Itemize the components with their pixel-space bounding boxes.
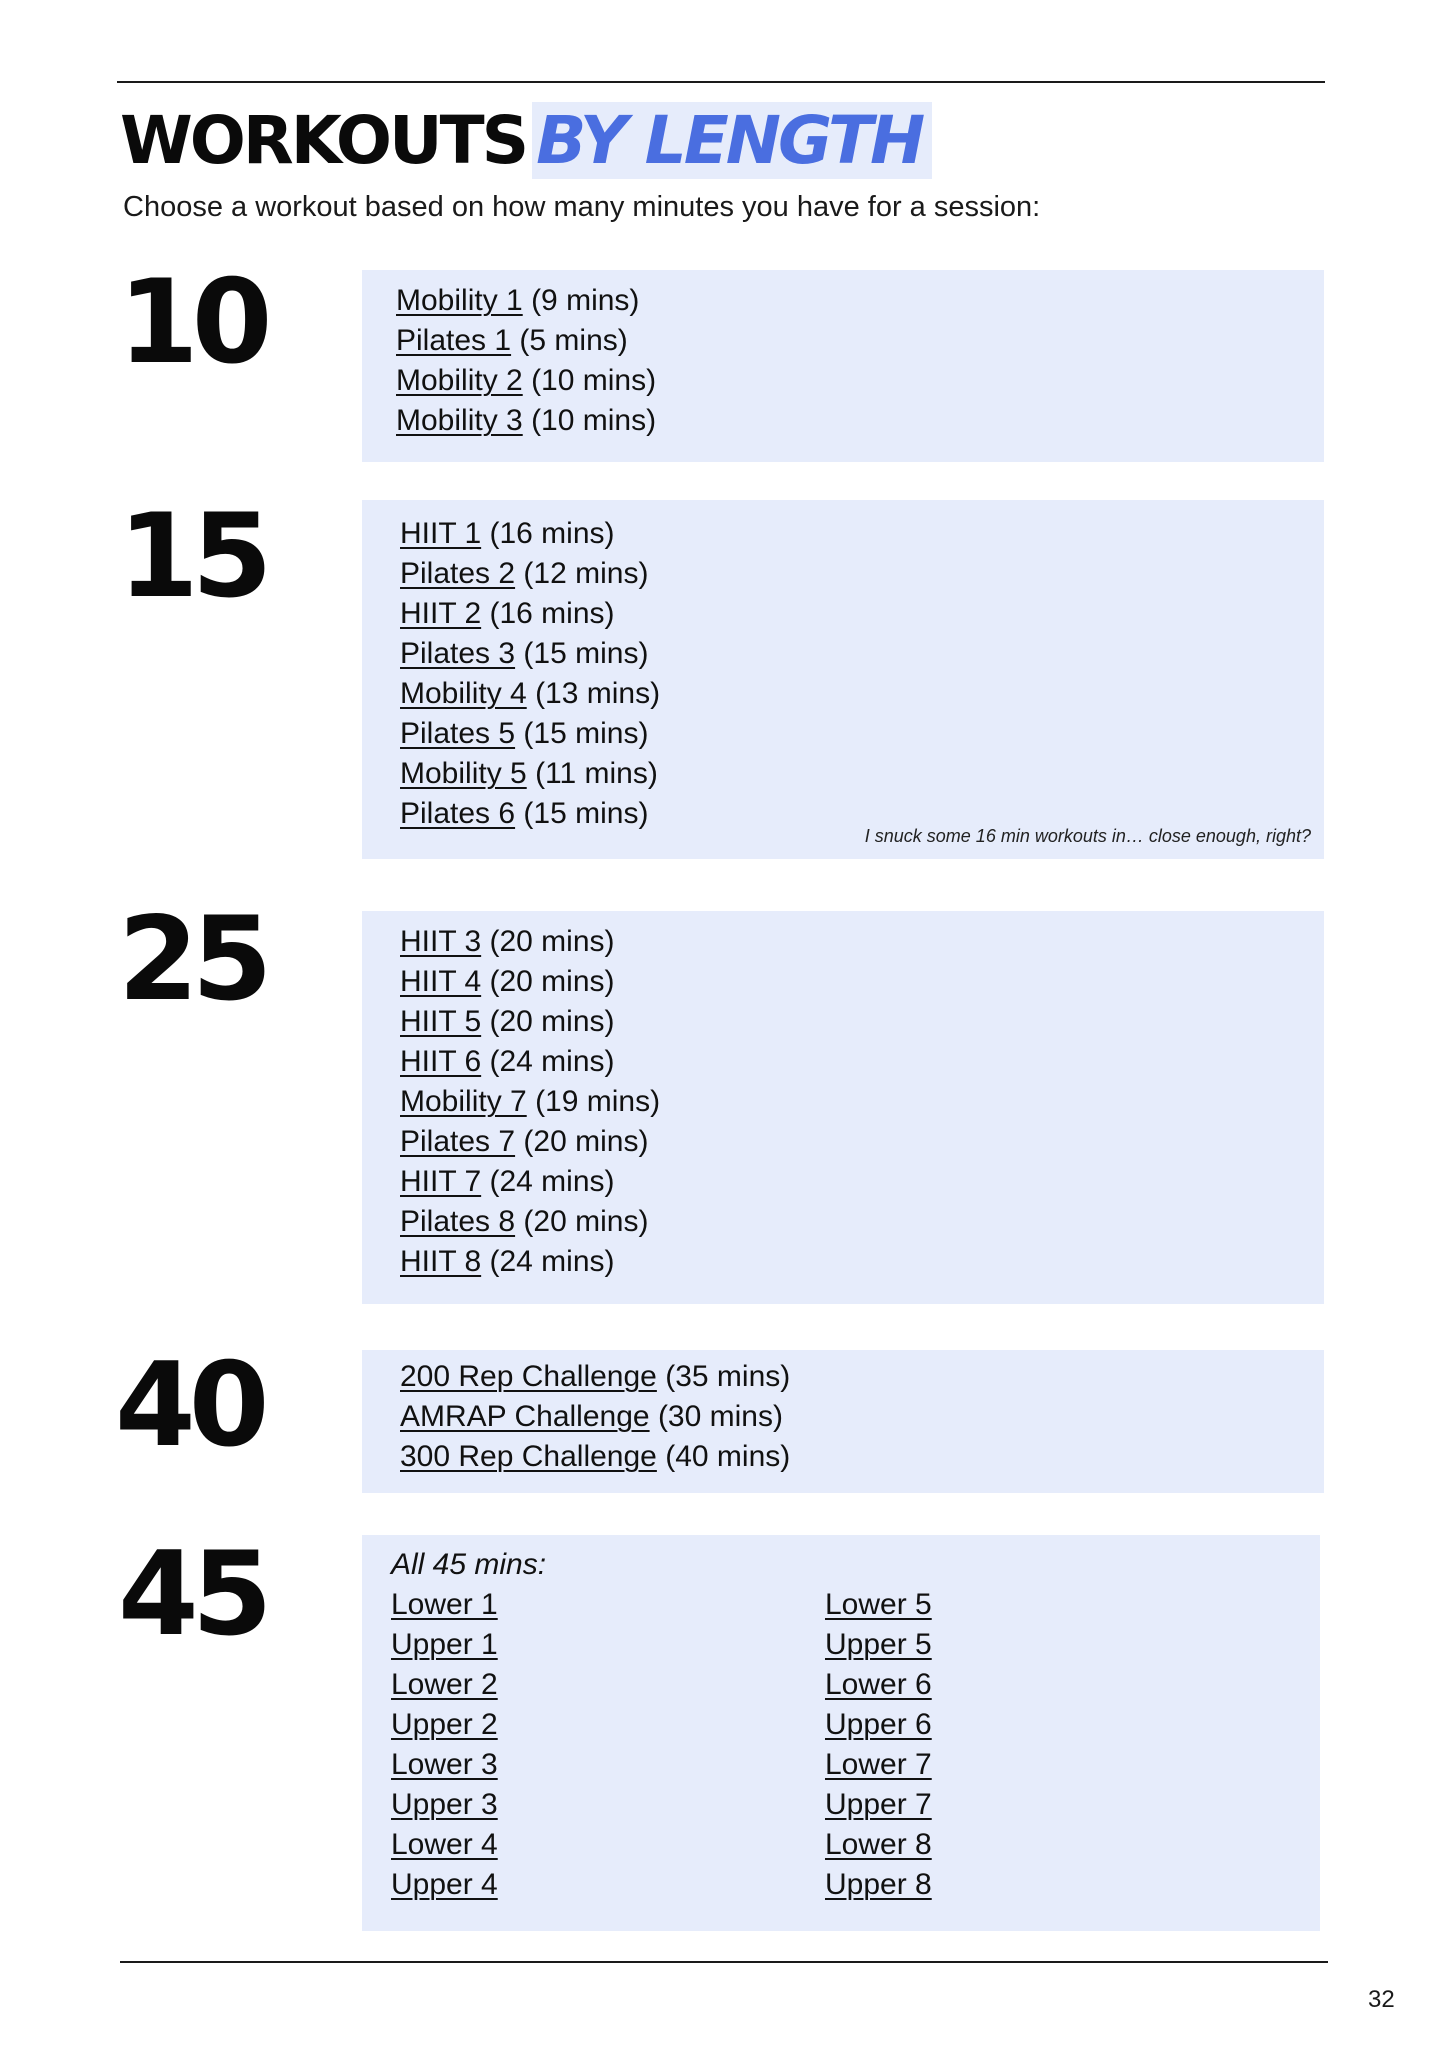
workout-item [391,1665,825,1705]
workout-link-upper-6[interactable]: Upper 6 [825,1708,932,1741]
workout-item [825,1825,1259,1865]
workout-duration: (5 mins) [519,324,628,357]
workout-link-pilates-7[interactable]: Pilates 7 [400,1125,516,1158]
workout-link-hiit-5[interactable]: HIIT 5 [400,1005,482,1038]
workout-link-pilates-6[interactable]: Pilates 6 [400,797,516,830]
workout-item [400,754,1324,794]
workout-duration: (24 mins) [489,1165,615,1198]
workout-duration: (30 mins) [657,1400,783,1433]
workout-link-hiit-8[interactable]: HIIT 8 [400,1245,482,1278]
workout-item [400,1202,1324,1242]
workout-item [400,922,1324,962]
workout-link-200-rep-challenge[interactable]: 200 Rep Challenge [400,1360,657,1393]
workout-duration: (24 mins) [489,1045,615,1078]
workout-link-hiit-6[interactable]: HIIT 6 [400,1045,482,1078]
workout-link-upper-1[interactable]: Upper 1 [391,1628,498,1661]
workout-item [400,594,1324,634]
workout-link-lower-6[interactable]: Lower 6 [825,1668,932,1701]
workout-link-mobility-3[interactable]: Mobility 3 [396,404,523,437]
workout-box-15 [362,500,1324,859]
workout-duration: (10 mins) [531,404,657,437]
workout-item [825,1785,1259,1825]
workout-item [391,1745,825,1785]
workout-item [825,1625,1259,1665]
workout-link-hiit-3[interactable]: HIIT 3 [400,925,482,958]
workout-item [391,1865,825,1905]
workout-item [391,1705,825,1745]
workout-link-upper-7[interactable]: Upper 7 [825,1788,932,1821]
workout-link-pilates-1[interactable]: Pilates 1 [396,324,512,357]
workout-item [825,1665,1259,1705]
workout-link-300-rep-challenge[interactable]: 300 Rep Challenge [400,1440,657,1473]
top-rule [117,81,1325,83]
page-title-main: WORKOUTS [120,102,527,179]
workout-item [400,1082,1324,1122]
minutes-heading-40: 40 [115,1338,263,1473]
workout-item [391,1785,825,1825]
workout-item [400,514,1324,554]
bottom-rule [120,1961,1328,1963]
minutes-heading-45: 45 [118,1527,266,1662]
workout-item [400,1122,1324,1162]
workout-link-hiit-2[interactable]: HIIT 2 [400,597,482,630]
workout-item [396,281,1324,321]
workout-link-lower-2[interactable]: Lower 2 [391,1668,498,1701]
workout-item [400,1357,1324,1397]
workout-item [400,1397,1324,1437]
workout-column-left [391,1585,825,1905]
workout-duration: (20 mins) [489,1005,615,1038]
workout-list-40 [400,1357,1324,1477]
workout-item [400,1002,1324,1042]
workout-link-pilates-2[interactable]: Pilates 2 [400,557,516,590]
workout-list-45-left [391,1585,825,1905]
workout-link-lower-5[interactable]: Lower 5 [825,1588,932,1621]
workout-item [400,714,1324,754]
workout-box-25 [362,911,1324,1304]
workout-item [400,1162,1324,1202]
minutes-heading-25: 25 [118,892,266,1027]
workout-link-lower-8[interactable]: Lower 8 [825,1828,932,1861]
workout-duration: (13 mins) [535,677,661,710]
workout-list-15 [400,514,1324,834]
workout-duration: (16 mins) [489,597,615,630]
workout-duration: (24 mins) [489,1245,615,1278]
workout-box-40 [362,1350,1324,1493]
workout-link-mobility-2[interactable]: Mobility 2 [396,364,523,397]
workout-duration: (35 mins) [665,1360,791,1393]
workout-link-mobility-7[interactable]: Mobility 7 [400,1085,527,1118]
all-45-label: All 45 mins: [391,1548,547,1581]
workout-link-amrap-challenge[interactable]: AMRAP Challenge [400,1400,650,1433]
workout-duration: (20 mins) [523,1125,649,1158]
workout-link-lower-4[interactable]: Lower 4 [391,1828,498,1861]
workout-link-upper-2[interactable]: Upper 2 [391,1708,498,1741]
workout-item [400,962,1324,1002]
workout-link-mobility-4[interactable]: Mobility 4 [400,677,527,710]
workout-column-right [825,1585,1259,1905]
workout-link-lower-3[interactable]: Lower 3 [391,1748,498,1781]
workout-duration: (20 mins) [523,1205,649,1238]
workout-link-mobility-5[interactable]: Mobility 5 [400,757,527,790]
page-title-accent: BY LENGTH [532,102,932,179]
workout-duration: (9 mins) [531,284,640,317]
workout-link-pilates-5[interactable]: Pilates 5 [400,717,516,750]
workout-list-45-right [825,1585,1259,1905]
workout-duration: (19 mins) [535,1085,661,1118]
workout-link-hiit-1[interactable]: HIIT 1 [400,517,482,550]
workout-item [825,1865,1259,1905]
workout-item [396,321,1324,361]
workout-link-hiit-4[interactable]: HIIT 4 [400,965,482,998]
workout-link-upper-3[interactable]: Upper 3 [391,1788,498,1821]
note-16-min: I snuck some 16 min workouts in… close enough, right? [864,826,1311,846]
workout-duration: (11 mins) [535,757,658,790]
workout-box-45 [362,1535,1320,1931]
workout-item [391,1825,825,1865]
workout-duration: (20 mins) [489,965,615,998]
workout-duration: (40 mins) [665,1440,791,1473]
workout-link-pilates-8[interactable]: Pilates 8 [400,1205,516,1238]
workout-box-10 [362,270,1324,462]
page-number: 32 [1368,1986,1395,2013]
workout-item [825,1585,1259,1625]
workout-item [825,1705,1259,1745]
workout-link-upper-5[interactable]: Upper 5 [825,1628,932,1661]
workout-duration: (15 mins) [523,637,649,670]
page-title [120,102,932,180]
workout-list-25 [400,922,1324,1282]
workout-duration: (10 mins) [531,364,657,397]
workout-link-upper-4[interactable]: Upper 4 [391,1868,498,1901]
workout-item [400,1242,1324,1282]
workout-duration: (15 mins) [523,797,649,830]
workout-item [396,401,1324,441]
workout-item [400,674,1324,714]
workout-item [400,1042,1324,1082]
workout-item [391,1585,825,1625]
workout-item [400,1437,1324,1477]
workout-link-mobility-1[interactable]: Mobility 1 [396,284,523,317]
workout-item [400,634,1324,674]
workout-columns-45 [391,1585,1320,1905]
page-subtitle: Choose a workout based on how many minutes you have for a session: [123,191,1041,223]
workout-list-10 [396,281,1324,441]
workout-duration: (20 mins) [489,925,615,958]
workout-duration: (15 mins) [523,717,649,750]
minutes-heading-10: 10 [118,255,266,390]
minutes-heading-15: 15 [118,489,266,624]
workout-duration: (12 mins) [523,557,649,590]
workout-item [400,554,1324,594]
workout-link-lower-1[interactable]: Lower 1 [391,1588,498,1621]
workout-duration: (16 mins) [489,517,615,550]
workout-link-pilates-3[interactable]: Pilates 3 [400,637,516,670]
workout-item [391,1625,825,1665]
workout-item [825,1745,1259,1785]
workout-link-upper-8[interactable]: Upper 8 [825,1868,932,1901]
workout-link-lower-7[interactable]: Lower 7 [825,1748,932,1781]
workout-link-hiit-7[interactable]: HIIT 7 [400,1165,482,1198]
workout-item [396,361,1324,401]
